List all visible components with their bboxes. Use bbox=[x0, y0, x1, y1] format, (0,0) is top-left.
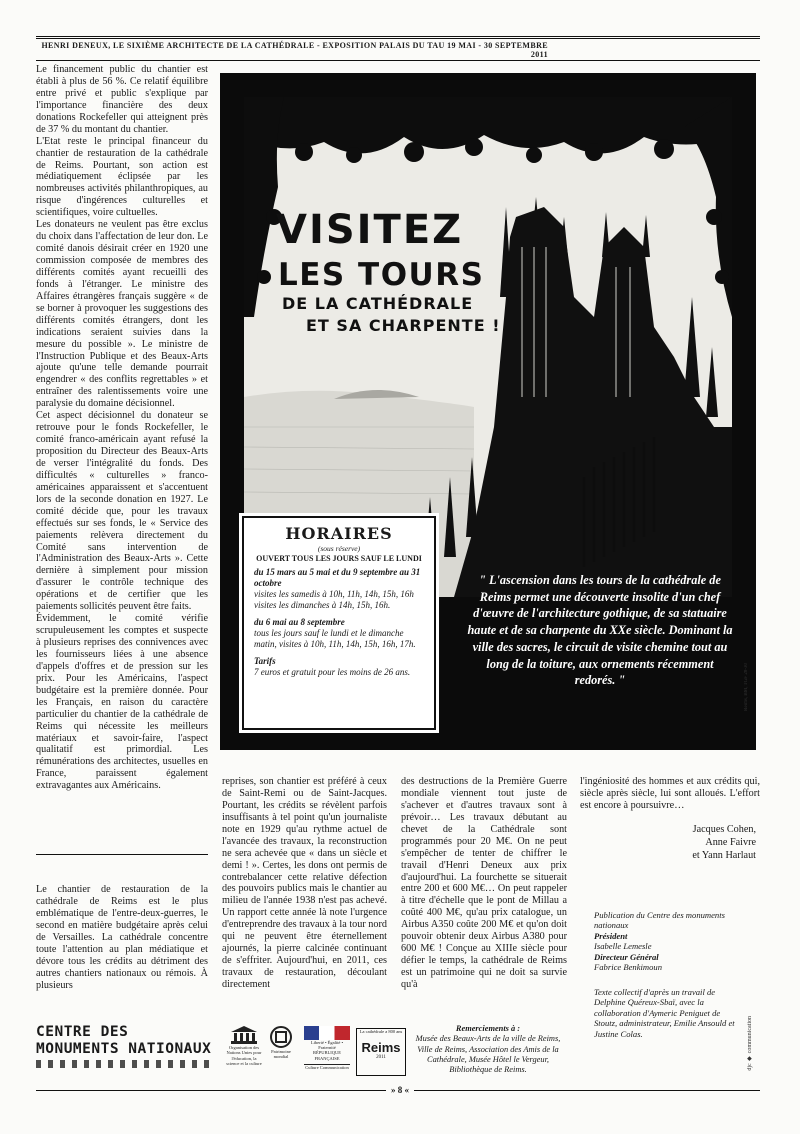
paragraph: Cet aspect décisionnel du donateur se retrouve pour le fonds Rockefeller, le comité franco-américain ayant refusé la proposition du Directeur des Beaux-Arts de verser l'intégralité du fonds. Des difficultés « culturelles » franco-américaines apparaissent et s'accentuent lors de la seconde donation en 1927. Le comité décide que, pour les travaux effectués sur ses fonds, le « Service des paiements relèvera directement du Comité sans intervention de l'Administration des Beaux-Arts ». Cette dernière à simplement pour mission d'assurer le contrôle technique des opérations et de certifier que les paiements sollicités peuvent être faits. bbox=[36, 410, 208, 613]
poster-title-charpente: ET SA CHARPENTE ! bbox=[306, 316, 501, 335]
period-1-sundays: visites les dimanches à 14h, 15h, 16h. bbox=[254, 600, 391, 611]
role-president: Président bbox=[594, 930, 628, 941]
republique-text: Liberté • Égalité • Fraternité RÉPUBLIQUE FRANÇAISE bbox=[310, 1040, 344, 1061]
article-column-1-lower bbox=[36, 884, 208, 991]
poster-title-visitez: VISITEZ bbox=[276, 207, 464, 253]
unesco-logo bbox=[226, 1026, 262, 1074]
hours-open-days: OUVERT TOUS LES JOURS SAUF LE LUNDI bbox=[256, 553, 422, 563]
period-1-dates: du 15 mars au 5 mai et du 9 septembre au 31 octobre bbox=[254, 567, 421, 589]
poster-title-cathedrale: DE LA CATHÉDRALE bbox=[282, 294, 474, 313]
opening-hours-box bbox=[242, 516, 436, 730]
reims-year: 2011 bbox=[376, 1055, 386, 1060]
unesco-text: Organisation des Nations Unies pour l'éducation, la science et la culture bbox=[226, 1045, 262, 1066]
article-column-4 bbox=[580, 776, 760, 812]
hours-title: HORAIRES bbox=[285, 524, 393, 543]
page-number: » 8 « bbox=[386, 1085, 414, 1095]
poster-quote: " L'ascension dans les tours de la cathédrale de Reims permet une découverte insolite d'un chef d'œuvre de l'architecture gothique, de sa statuaire haute et de sa charpente du XXe siècle. Dominant la ville des sacres, le circuit de visite chemine tout au long de la toiture, aux ornements récemment redorés. " bbox=[467, 573, 733, 688]
agency-credit: djc ◆ communication bbox=[747, 1016, 753, 1071]
author-name: Anne Faivre bbox=[705, 836, 756, 848]
running-header bbox=[36, 36, 760, 61]
reims-name: Reims bbox=[361, 1040, 401, 1055]
cmn-logo bbox=[36, 1024, 212, 1080]
name-director: Fabrice Benkimoun bbox=[594, 962, 663, 973]
page-footer bbox=[36, 1085, 760, 1095]
name-president: Isabelle Lemesle bbox=[594, 941, 652, 952]
period-2-dates: du 6 mai au 8 septembre bbox=[254, 617, 345, 628]
tarifs-text: 7 euros et gratuit pour les moins de 26 ans. bbox=[254, 667, 411, 678]
role-director: Directeur Général bbox=[594, 951, 659, 962]
column-divider bbox=[36, 854, 208, 855]
hours-period-2 bbox=[244, 617, 434, 650]
author-name: Jacques Cohen, bbox=[692, 824, 756, 835]
author-name: et Yann Harlaut bbox=[692, 849, 756, 861]
paragraph: l'ingéniosité des hommes et aux crédits qui, siècle après siècle, lui sont alloués. L'effort est encore à poursuivre… bbox=[580, 776, 760, 811]
acknowledgements bbox=[408, 1024, 568, 1075]
ministry-logo bbox=[304, 1026, 350, 1074]
hours-tarifs bbox=[244, 656, 434, 678]
world-heritage-logo bbox=[266, 1026, 296, 1074]
publication-credits bbox=[594, 910, 744, 1039]
poster-title-tours: LES TOURS bbox=[278, 257, 485, 293]
hours-note: (sous réserve) bbox=[317, 543, 361, 553]
temple-icon bbox=[231, 1026, 257, 1044]
article-column-1 bbox=[36, 64, 208, 792]
reims-arc-text: La cathédrale a 800 ans bbox=[359, 1029, 403, 1034]
world-heritage-text: Patrimoine mondial bbox=[271, 1049, 291, 1060]
paragraph: des destructions de la Première Guerre mondiale viennent tout juste de s'achever et d'autres travaux sont à prévoir… Les travaux débutant au chevet de la Cathédrale sont programmés pour 20 M€. On ne peut s'empêcher de tenter de chiffrer le travail d'Henri Deneux aux prix d'aujourd'hui. La fourchette se situerait entre 200 et 600 M€… On peut rappeler à titre d'échelle que le pont de Millau a coûté 400 M€, qu'au prix catalogue, un Airbus A350 coûte 200 M€ et qu'on doit pouvoir obtenir deux Airbus A380 pour 600 M€ ! Conçue au XIIIe siècle pour défier le temps, la cathédrale de Reims est un patrimoine qui ne doit sa survie qu'à bbox=[401, 776, 567, 990]
thanks-heading: Remerciements à : bbox=[455, 1024, 521, 1033]
culture-text: Culture Communication bbox=[305, 1064, 349, 1070]
period-2-times: tous les jours sauf le lundi et le dimanche matin, visites à 10h, 11h, 14h, 15h, 16h, 17h. bbox=[254, 628, 416, 650]
world-heritage-icon bbox=[270, 1026, 292, 1048]
article-column-2 bbox=[222, 776, 387, 991]
republique-flag-icon bbox=[304, 1026, 350, 1040]
tarifs-heading: Tarifs bbox=[254, 656, 276, 667]
cmn-logo-line-2: MONUMENTS NATIONAUX bbox=[36, 1041, 212, 1057]
paragraph: L'Etat reste le principal financeur du chantier de restauration de la cathédrale de Reims. Pourtant, son action est médiatiquement éclipsée par les nombreuses activités philanthropiques, au risque d'ingérences culturelles et scientifiques, voire cultuelles. bbox=[36, 135, 208, 219]
hours-period-1 bbox=[244, 567, 434, 611]
author-signature bbox=[640, 824, 756, 863]
thanks-body: Musée des Beaux-Arts de la ville de Reims, Ville de Reims, Association des Amis de la Cathédrale, Musée Hôtel le Vergeur, Bibliothèque de Reims. bbox=[415, 1034, 561, 1074]
paragraph: Évidemment, le comité vérifie scrupuleusement les comptes et suspecte à plusieurs reprises des connivences avec les fournisseurs liées à une absence d'appels d'offres et de pression sur les prix. Pour les Américains, l'aspect budgétaire est la première donnée. Pour les Français, en raison du caractère particulier du chantier de la cathédrale de Reims qui nécessite les meilleurs matériaux et savoir-faire, l'aspect qualitatif est primordial. Les rémunérations des architectes, usuelles en France, paraissent également extravagantes aux Américains. bbox=[36, 613, 208, 792]
header-text: HENRI DENEUX, LE SIXIÈME ARCHITECTE DE LA CATHÉDRALE - EXPOSITION PALAIS DU TAU 19 MAI - 30 SEPTEMBRE 2011 bbox=[41, 41, 548, 59]
paragraph: Les donateurs ne veulent pas être exclus du choix dans l'affectation de leur don. Le comité danois désirait créer en 1920 une commission composée de membres des différents comités ayant recueilli des fonds à l'étranger. Le ministre des Affaires étrangères français suggère « de se borner à provoquer les suggestions des différents comités étrangers, dont les indications seraient suivies dans la mesure du possible ». Le ministre de l'Instruction Publique et des Beaux-Arts ajoute qu'une telle demande pourrait engendrer « des conflits regrettables » et entraîner des ralentissements voire une paralysie du domaine décisionnel. bbox=[36, 219, 208, 410]
text-credits: Texte collectif d'après un travail de Delphine Quéreux-Sbaï, avec la collaboration d'Aymeric Peniguet de Stoutz, administrateur, Emilie Ansould et Justine Colas. bbox=[594, 986, 735, 1039]
paragraph: Le financement public du chantier est établi à plus de 56 %. Ce relatif équilibre entre privé et public s'explique par l'importance financière des deux donations Rockefeller qui atteignent près de 37 % du montant du chantier. bbox=[36, 64, 208, 135]
paragraph: reprises, son chantier est préféré à ceux de Saint-Remi ou de Saint-Jacques. Pourtant, les crédits se révèlent parfois insuffisants à tel point qu'un journaliste note en 1929 qu'au rythme actuel de l'avancée des travaux, la reconstruction ne sera achevée que « dans un siècle et demi ! ». Certes, les dons ont permis de contrebalancer cette relative défection des pouvoirs publics mais le chantier au milieu de l'année 1938 n'est pas achevé. Un rapport cette année là note l'urgence d'entreprendre des travaux à la tour nord qui ne peuvent être éternellement ajournés, la pierre calcinée continuant de s'effriter. Aujourd'hui, en 2011, ces travaux de restauration, découlant directement bbox=[222, 776, 387, 990]
cmn-logo-line-1: CENTRE DES bbox=[36, 1024, 129, 1040]
paragraph: Le chantier de restauration de la cathédrale de Reims est le plus emblématique de l'entre-deux-guerres, le second en matière budgétaire après celui de Versailles. La cathédrale concentre toute l'attention au plan médiatique et dévore tous les crédits au détriment des autres chantiers nationaux ou rémois. À plusieurs bbox=[36, 884, 208, 991]
article-column-3 bbox=[401, 776, 567, 991]
image-credit: Reims, BM, TGF 28-30 bbox=[744, 663, 749, 711]
publisher-line: Publication du Centre des monuments nationaux bbox=[594, 910, 725, 931]
reims-800-logo bbox=[356, 1028, 406, 1076]
cmn-logo-ornament bbox=[36, 1060, 212, 1068]
period-1-saturdays: visites les samedis à 10h, 11h, 14h, 15h, 16h bbox=[254, 589, 414, 600]
